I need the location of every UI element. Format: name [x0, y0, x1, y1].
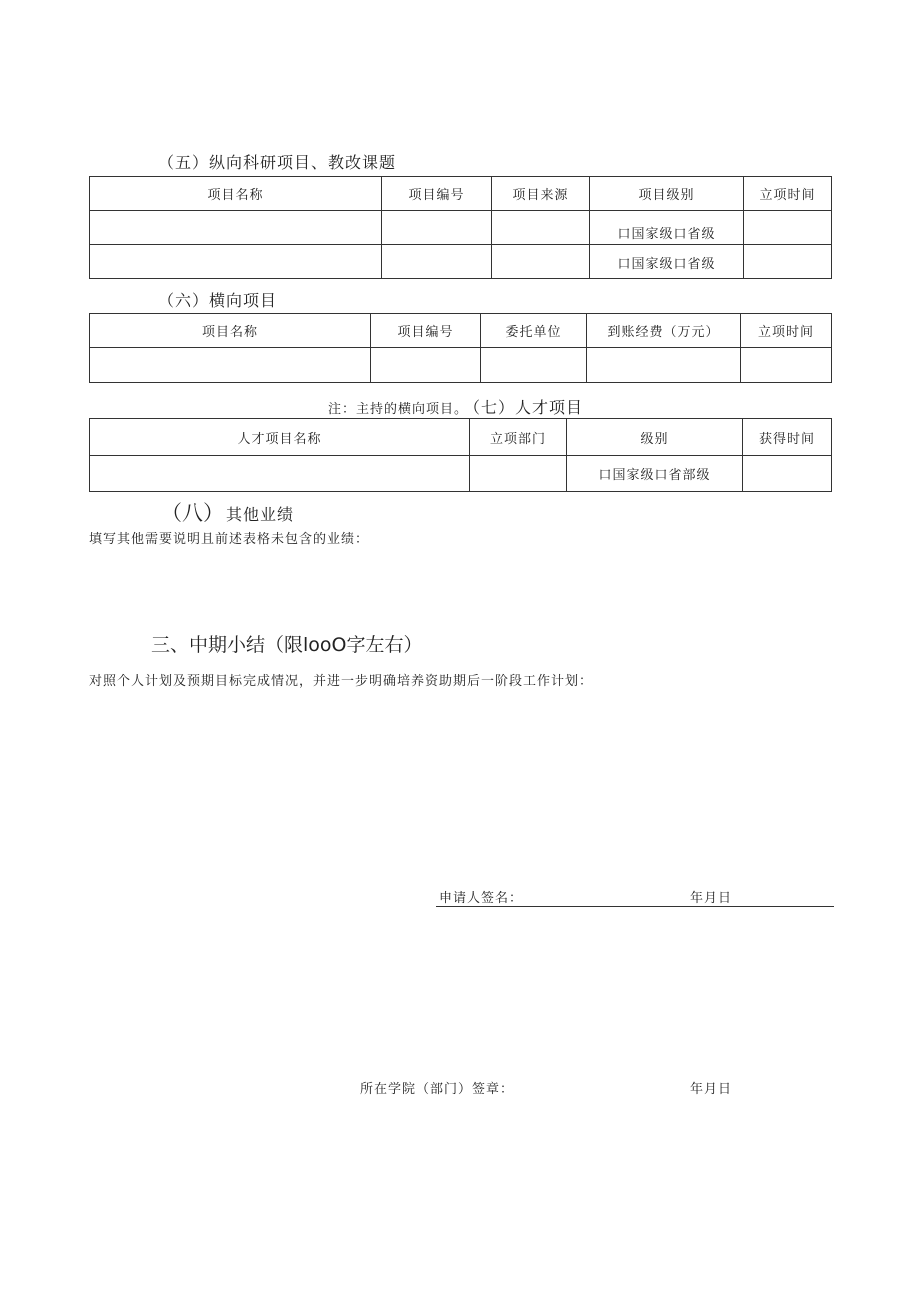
header-project-number: 项目编号	[371, 314, 481, 348]
section8-title-text: 其他业绩	[226, 505, 295, 524]
college-signature-label: 所在学院（部门）签章：	[360, 1082, 515, 1097]
section6-title: （六）横向项目	[158, 291, 278, 310]
section5-title: （五）纵向科研项目、教改课题	[158, 153, 397, 172]
section7-title: （七）人才项目	[464, 398, 584, 417]
midterm-summary-field[interactable]	[89, 694, 831, 874]
section8-instruction: 填写其他需要说明且前述表格未包含的业绩：	[89, 532, 370, 547]
header-project-name: 项目名称	[90, 177, 382, 211]
applicant-signature-label: 申请人签名：	[439, 891, 524, 906]
header-client-unit: 委托单位	[481, 314, 587, 348]
cell-project-name[interactable]	[90, 211, 382, 245]
midterm-title: 三、中期小结（限looO字左右）	[151, 634, 423, 656]
table-header-row	[90, 314, 832, 348]
header-start-date: 立项时间	[741, 314, 832, 348]
header-start-date: 立项时间	[744, 177, 832, 211]
header-approving-department: 立项部门	[470, 419, 567, 456]
section5-table	[89, 176, 832, 279]
cell-project-name[interactable]	[90, 348, 371, 383]
cell-approving-department[interactable]	[470, 456, 567, 492]
section7-table	[89, 418, 832, 492]
cell-start-date[interactable]	[741, 348, 832, 383]
cell-level-checkbox[interactable]: 口国家级口省级	[590, 211, 744, 245]
table-header-row	[90, 177, 832, 211]
cell-level-checkbox[interactable]: 口国家级口省级	[590, 245, 744, 279]
table-row	[90, 245, 832, 279]
cell-project-number[interactable]	[382, 211, 492, 245]
table-header-row	[90, 419, 832, 456]
cell-project-source[interactable]	[492, 211, 590, 245]
cell-project-source[interactable]	[492, 245, 590, 279]
cell-start-date[interactable]	[744, 211, 832, 245]
cell-talent-project-name[interactable]	[90, 456, 470, 492]
cell-obtained-date[interactable]	[743, 456, 832, 492]
table-row	[90, 211, 832, 245]
header-received-funds: 到账经费（万元）	[587, 314, 741, 348]
applicant-date-label: 年月日	[690, 891, 733, 906]
cell-project-number[interactable]	[371, 348, 481, 383]
header-project-number: 项目编号	[382, 177, 492, 211]
cell-level-checkbox[interactable]: 口国家级口省部级	[567, 456, 743, 492]
table-row	[90, 348, 832, 383]
college-stamp-area[interactable]	[525, 1074, 685, 1096]
header-project-source: 项目来源	[492, 177, 590, 211]
section8-title	[161, 497, 294, 527]
table-row	[90, 456, 832, 492]
cell-project-name[interactable]	[90, 245, 382, 279]
midterm-instruction: 对照个人计划及预期目标完成情况，并进一步明确培养资助期后一阶段工作计划：	[89, 674, 594, 689]
header-level: 级别	[567, 419, 743, 456]
header-project-name: 项目名称	[90, 314, 371, 348]
cell-received-funds[interactable]	[587, 348, 741, 383]
section6-table	[89, 313, 832, 383]
college-date-label: 年月日	[690, 1082, 733, 1097]
section8-paren: （八）	[161, 501, 224, 525]
header-obtained-date: 获得时间	[743, 419, 832, 456]
other-achievements-field[interactable]	[89, 552, 831, 622]
cell-start-date[interactable]	[744, 245, 832, 279]
section6-note: 注：主持的横向项目。	[328, 402, 469, 417]
cell-project-number[interactable]	[382, 245, 492, 279]
cell-client-unit[interactable]	[481, 348, 587, 383]
header-project-level: 项目级别	[590, 177, 744, 211]
header-talent-project-name: 人才项目名称	[90, 419, 470, 456]
